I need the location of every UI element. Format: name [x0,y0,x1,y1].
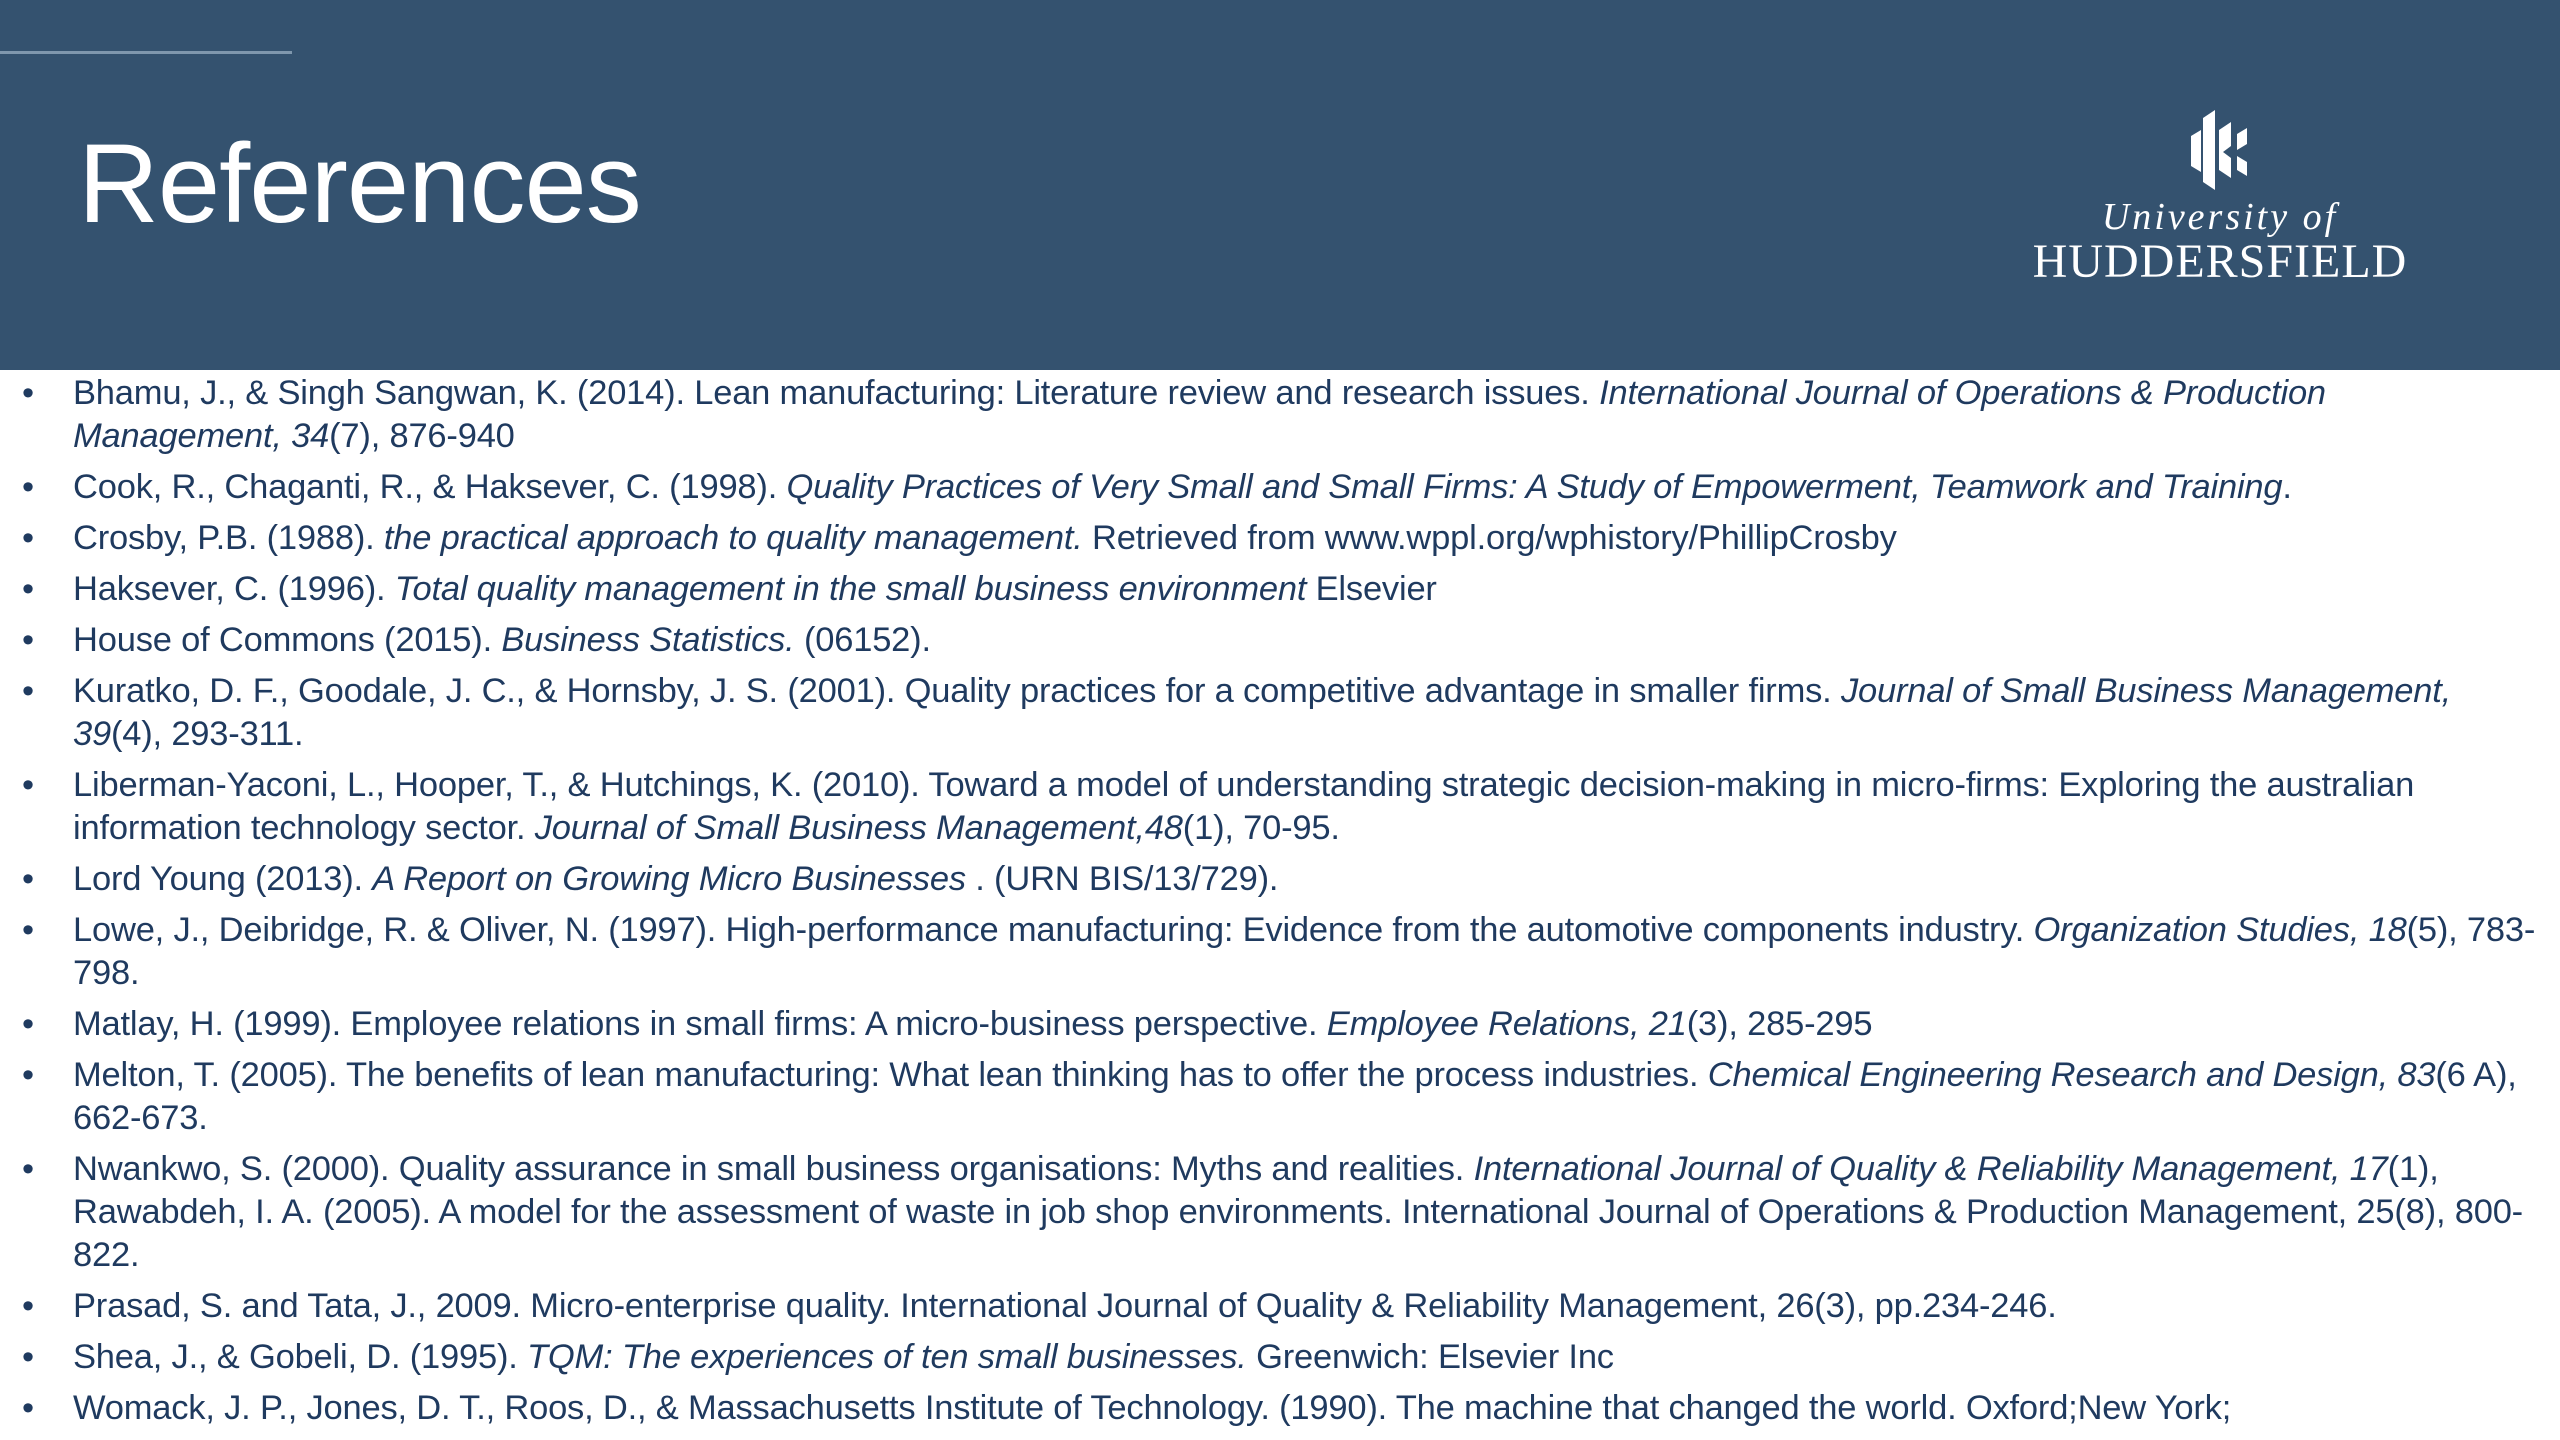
reference-item [0,1003,2560,1046]
university-logo [2010,110,2430,290]
reference-text: Womack, J. P., Jones, D. T., Roos, D., & Massachusetts Institute of Technology. (1990). The machine that changed the world. Oxford;New York; [73,1389,2232,1427]
reference-text: Retrieved from www.wppl.org/wphistory/PhillipCrosby [1082,519,1897,557]
reference-text: Cook, R., Chaganti, R., & Haksever, C. (1998). [73,468,787,506]
references-list [0,372,2560,1438]
reference-text: Nwankwo, S. (2000). Quality assurance in small business organisations: Myths and realities. [73,1150,1474,1188]
reference-text: Melton, T. (2005). The benefits of lean manufacturing: What lean thinking has to offer the process industries. [73,1056,1708,1094]
logo-university-of-text: University of [2101,196,2339,238]
reference-text: Haksever, C. (1996). [73,570,395,608]
reference-source-text: A Report on Growing Micro Businesses [372,860,966,898]
reference-item [0,1054,2560,1140]
reference-text: (06152). [794,621,931,659]
reference-text: (3), 285-295 [1686,1005,1873,1043]
reference-source-text: Organization Studies, 18 [2033,911,2407,949]
reference-text: Shea, J., & Gobeli, D. (1995). [73,1338,528,1376]
reference-text: (1), 70-95. [1182,809,1340,847]
reference-item [0,1148,2560,1277]
reference-source-text: Quality Practices of Very Small and Small Firms: A Study of Empowerment, Teamwork and Training [786,468,2283,506]
reference-text: Kuratko, D. F., Goodale, J. C., & Hornsby, J. S. (2001). Quality practices for a competitive advantage in smaller firms. [73,672,1841,710]
reference-item [0,568,2560,611]
reference-text: (5), 783-798. [73,911,2536,992]
slide-header [0,0,2560,370]
slide-title: References [78,121,641,246]
reference-source-text: Journal of Small Business Management,48 [534,809,1183,847]
reference-source-text: International Journal of Operations & Production Management, 34 [73,374,2326,455]
reference-item [0,466,2560,509]
reference-text: (7), 876-940 [329,417,515,455]
reference-text: Greenwich: Elsevier Inc [1246,1338,1614,1376]
reference-item [0,670,2560,756]
reference-item [0,858,2560,901]
reference-text: Lowe, J., Deibridge, R. & Oliver, N. (1997). High-performance manufacturing: Evidence from the automotive components industry. [73,911,2034,949]
logo-huddersfield-text: HUDDERSFIELD [2032,235,2408,288]
reference-text: . [2282,468,2292,506]
reference-item [0,1285,2560,1328]
reference-text: Crosby, P.B. (1988). [73,519,384,557]
reference-text: . (URN BIS/13/729). [965,860,1279,898]
reference-source-text: Employee Relations, 21 [1326,1005,1687,1043]
reference-source-text: Business Statistics. [501,621,795,659]
reference-source-text: the practical approach to quality management. [383,519,1083,557]
reference-item [0,909,2560,995]
reference-source-text: TQM: The experiences of ten small businesses. [527,1338,1247,1376]
reference-text: Lord Young (2013). [73,860,373,898]
reference-item [0,764,2560,850]
reference-text: Liberman-Yaconi, L., Hooper, T., & Hutchings, K. (2010). Toward a model of understanding strategic decision-making in micro-firms: Exploring the australian information technology sector. [73,766,2415,847]
reference-text: (4), 293-311. [110,715,304,753]
reference-item [0,1387,2560,1430]
reference-item [0,517,2560,560]
reference-text: (6 A), 662-673. [73,1056,2517,1137]
reference-text: House of Commons (2015). [73,621,502,659]
reference-item [0,1336,2560,1379]
university-crest-icon [2185,110,2255,190]
reference-text: Matlay, H. (1999). Employee relations in small firms: A micro-business perspective. [73,1005,1327,1043]
reference-text: (1), Rawabdeh, I. A. (2005). A model for the assessment of waste in job shop environments. International Journal of Operations & Production Management, 25(8), 800-822. [73,1150,2523,1274]
reference-source-text: Chemical Engineering Research and Design, 83 [1707,1056,2436,1094]
reference-item [0,372,2560,458]
reference-text: Bhamu, J., & Singh Sangwan, K. (2014). Lean manufacturing: Literature review and research issues. [73,374,1600,412]
reference-item [0,619,2560,662]
reference-text: Elsevier [1306,570,1437,608]
reference-source-text: International Journal of Quality & Reliability Management, 17 [1473,1150,2388,1188]
reference-source-text: Total quality management in the small business environment [394,570,1307,608]
reference-source-text: Journal of Small Business Management, 39 [73,672,2452,753]
reference-text: Prasad, S. and Tata, J., 2009. Micro-enterprise quality. International Journal of Quality & Reliability Management, 26(3), pp.234-246. [73,1287,2057,1325]
header-rule [0,51,292,54]
